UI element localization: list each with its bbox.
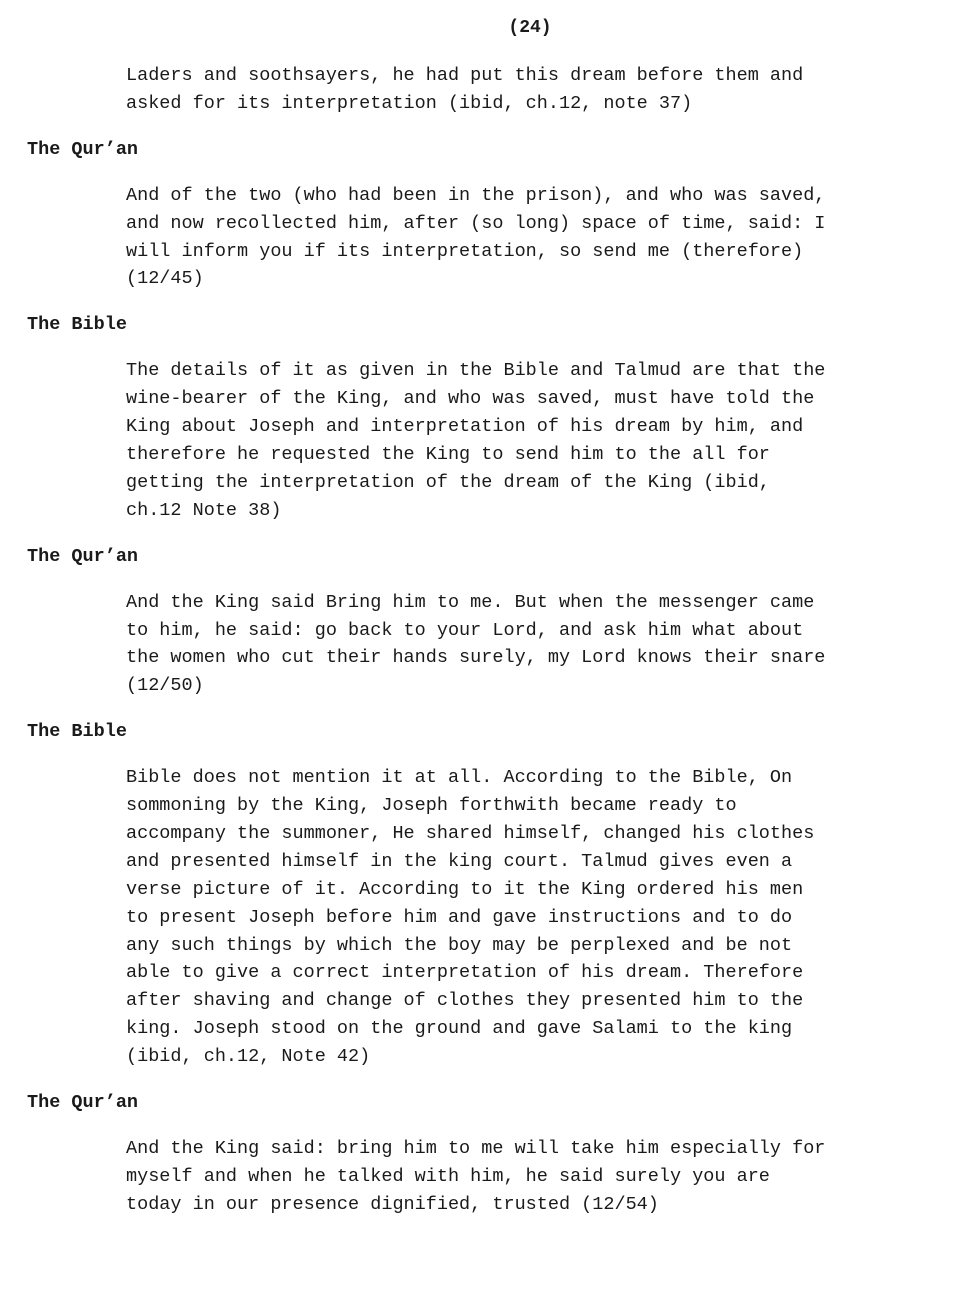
document-body xyxy=(0,62,960,1237)
section-heading-quran: The Qur’an xyxy=(27,1092,139,1114)
paragraph-3: The details of it as given in the Bible and Talmud are that the wine-bearer of the King, and who was saved, must have told the King about Joseph and interpretation of his dream by him, and therefore he requested the King to send him to the all for getting the interpretation of the dream of the King (ibid, ch.12 Note 38) xyxy=(126,360,826,521)
paragraph-1: Laders and soothsayers, he had put this dream before them and asked for its interpretation (ibid, ch.12, note 37) xyxy=(126,65,804,114)
section-heading-quran: The Qur’an xyxy=(27,545,139,567)
page-number: (24) xyxy=(508,18,552,38)
section-heading-quran: The Qur’an xyxy=(27,138,139,160)
section-heading-bible: The Bible xyxy=(27,314,127,336)
paragraph-5: Bible does not mention it at all. According to the Bible, On sommoning by the King, Joseph forthwith became ready to accompany the summoner, He shared himself, changed his clothes and presented himself in the king court. Talmud gives even a verse picture of it. According to it the King ordered his men to present Joseph before him and gave instructions and to do any such things by which the boy may be perplexed and be not able to give a correct interpretation of his dream. Therefore after shaving and change of clothes they presented him to the king. Joseph stood on the ground and gave Salami to the king (ibid, ch.12, Note 42) xyxy=(126,767,815,1068)
paragraph-2: And of the two (who had been in the prison), and who was saved, and now recollected him, after (so long) space of time, said: I will inform you if its interpretation, so send me (therefore) (12/45) xyxy=(126,184,826,290)
section-heading-bible: The Bible xyxy=(27,721,127,743)
paragraph-4: And the King said Bring him to me. But when the messenger came to him, he said: go back to your Lord, and ask him what about the women who cut their hands surely, my Lord knows their snare (12/50) xyxy=(126,591,826,697)
paragraph-6: And the King said: bring him to me will take him especially for myself and when he talked with him, he said surely you are today in our presence dignified, trusted (12/54) xyxy=(126,1138,826,1215)
